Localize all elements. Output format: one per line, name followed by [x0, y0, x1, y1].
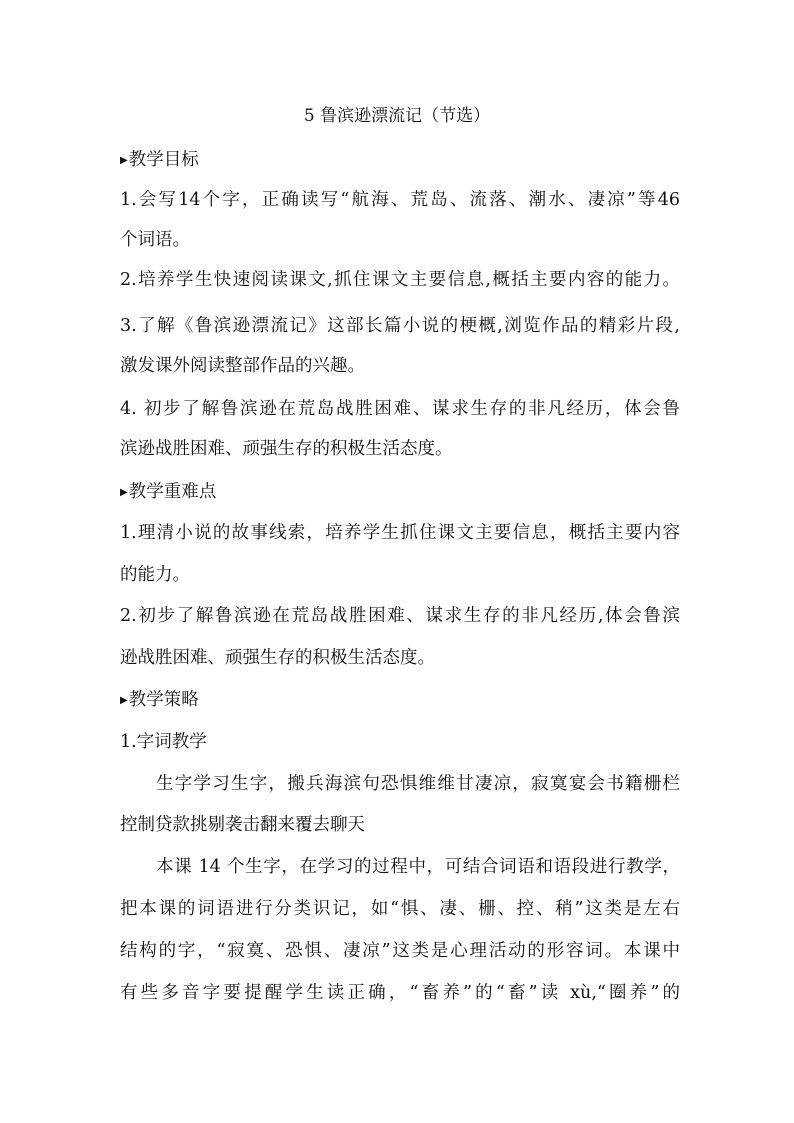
paragraph-line: 2.初步了解鲁滨逊在荒岛战胜困难、谋求生存的非凡经历,体会鲁滨 [120, 606, 680, 626]
paragraph-line: 滨逊战胜困难、顽强生存的积极生活态度。 [120, 439, 453, 459]
paragraph-line: 把本课的词语进行分类识记，如“惧、凄、栅、控、稍”这类是左右 [120, 899, 680, 919]
sub-heading-vocabulary: 1.字词教学 [120, 732, 207, 752]
paragraph-line: 个词语。 [120, 230, 190, 250]
triangle-bullet-icon: ▶ [120, 155, 128, 166]
paragraph-line: 逊战胜困难、顽强生存的积极生活态度。 [120, 648, 435, 668]
paragraph-line: 1.理清小说的故事线索，培养学生抓住课文主要信息，概括主要内容 [120, 523, 680, 543]
section-heading-strategy [120, 688, 680, 713]
paragraph-line: 3.了解《鲁滨逊漂流记》这部长篇小说的梗概,浏览作品的精彩片段, [120, 316, 680, 336]
paragraph-line: 有些多音字要提醒学生读正确，“畜养”的“畜”读 xù,“圈养”的 [120, 983, 680, 1003]
paragraph-line: 4. 初步了解鲁滨逊在荒岛战胜困难、谋求生存的非凡经历，体会鲁 [120, 399, 680, 419]
section-heading-objectives [120, 148, 680, 173]
paragraph-line: 2.培养学生快速阅读课文,抓住课文主要信息,概括主要内容的能力。 [120, 270, 680, 290]
section-heading-key-points [120, 480, 680, 505]
paragraph-line: 生字学习生字，搬兵海滨句恐惧维维甘凄凉，寂寞宴会书籍栅栏 [156, 774, 680, 794]
section-heading-text: 教学目标 [128, 150, 199, 170]
paragraph-line: 结构的字，“寂寞、恐惧、凄凉”这类是心理活动的形容词。本课中 [120, 941, 680, 961]
triangle-bullet-icon: ▶ [120, 695, 128, 706]
paragraph-line: 本课 14 个生字，在学习的过程中，可结合词语和语段进行教学， [156, 857, 680, 877]
page-title: 5 鲁滨逊漂流记（节选） [303, 106, 491, 126]
paragraph-line: 的能力。 [120, 565, 190, 585]
triangle-bullet-icon: ▶ [120, 487, 128, 498]
paragraph-line: 控制贷款挑剔袭击翻来覆去聊天 [120, 815, 365, 835]
paragraph-line: 1.会写14个字，正确读写“航海、荒岛、流落、潮水、凄凉”等46 [120, 190, 680, 210]
section-heading-text: 教学策略 [128, 690, 199, 710]
section-heading-text: 教学重难点 [128, 482, 217, 502]
paragraph-line: 激发课外阅读整部作品的兴趣。 [120, 356, 365, 376]
